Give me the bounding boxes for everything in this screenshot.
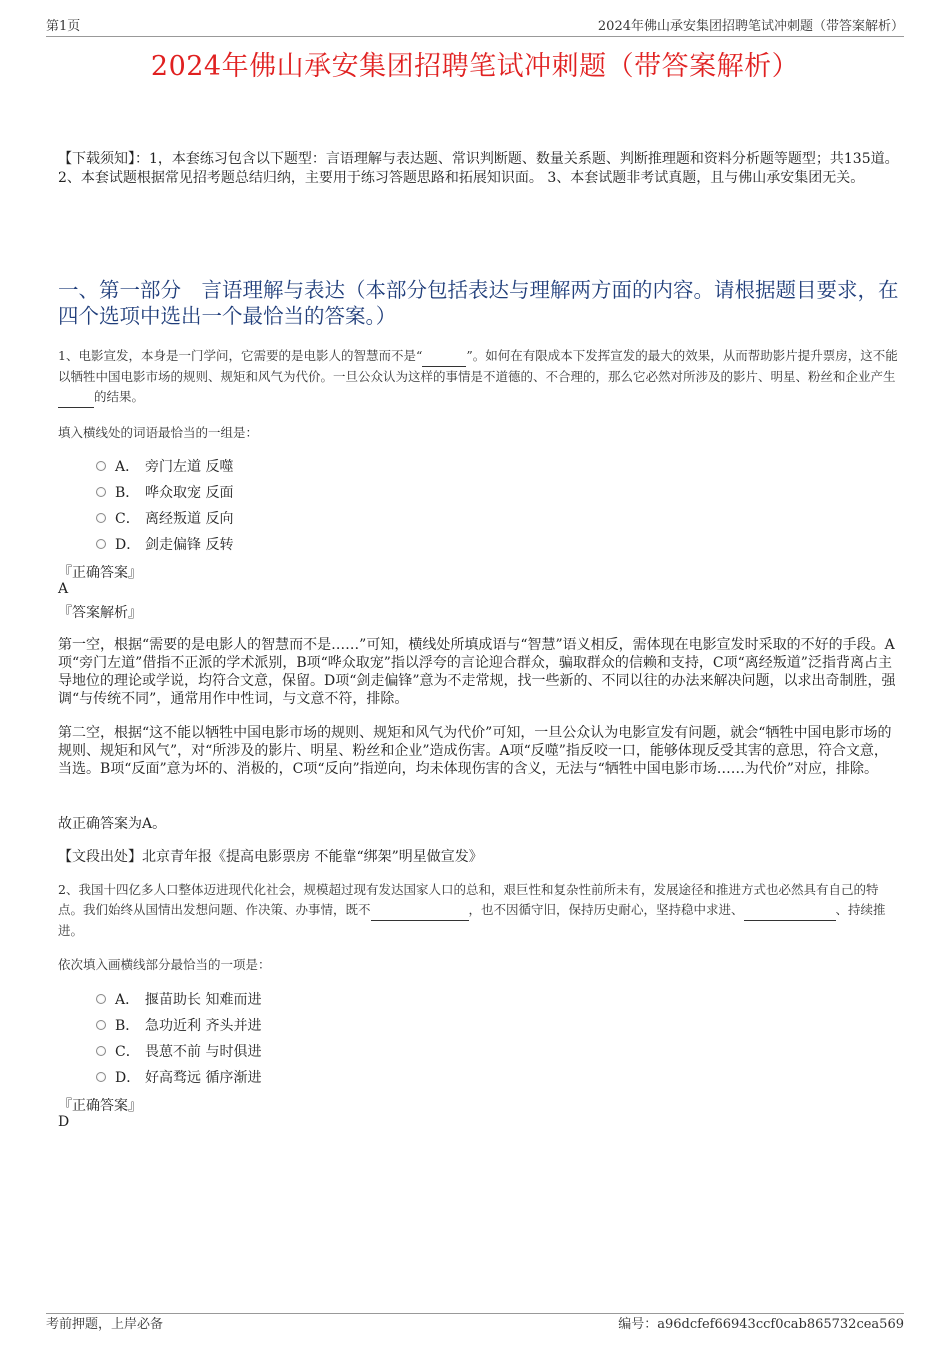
question-1-stem <box>58 346 900 408</box>
q2-option-b[interactable]: B． 急功近利 齐头并进 <box>96 1012 261 1038</box>
q1-analysis-paragraph-1: 第一空，根据“需要的是电影人的智慧而不是……”可知，横线处所填成语与“智慧”语义相反，需体现在电影宣发时采取的不好的手段。A项“旁门左道”借指不正派的学术派别，B项“哗众取宠”指以浮夸的言论迎合群众，骗取群众的信赖和支持，C项“离经叛道”泛指背离占主导地位的理论或学说，均符合文意，保留。D项“剑走偏锋”意为不走常规，找一些新的、不同以往的办法来解决问题，以求出奇制胜，强调“与传统不同”，通常用作中性词，与文意不符，排除。 <box>58 637 896 707</box>
q2-stem-part-a: 2、我国十四亿多人口整体迈进现代化社会，规模超过现有发达国家人口的总和，艰巨性和复杂性前所未有，发展途径和推进方式也必然具有自己的特点。我们始终从国情出发想问题、作决策、办事情，既不 <box>58 882 879 917</box>
q1-conclusion: 故正确答案为A。 <box>58 816 167 832</box>
radio-icon[interactable] <box>96 513 106 523</box>
q2-answer-label: 『正确答案』 <box>58 1098 142 1114</box>
q1-prompt: 填入横线处的词语最恰当的一组是： <box>58 425 259 440</box>
radio-icon[interactable] <box>96 1020 106 1030</box>
q1-source: 【文段出处】北京青年报《提高电影票房 不能靠“绑架”明星做宣发》 <box>58 849 483 865</box>
radio-icon[interactable] <box>96 1046 106 1056</box>
radio-icon[interactable] <box>96 539 106 549</box>
question-2-stem <box>58 880 900 941</box>
q1-stem-part-b: ”。如何在有限成本下发挥宣发的最大的效果，从而帮助影片提升票房，这不能以牺牲中国电影市场的规则、规矩和风气为代价。一旦公众认为这样的事情是不道德的、不合理的，那么它必然对所涉及的影片、明星、粉丝和企业产生 <box>58 348 898 384</box>
q1-blank-2 <box>58 387 94 408</box>
q2-prompt: 依次填入画横线部分最恰当的一项是： <box>58 957 271 972</box>
q1-option-d[interactable]: D． 剑走偏锋 反转 <box>96 531 233 557</box>
q1-option-a[interactable]: A． 旁门左道 反噬 <box>96 453 233 479</box>
header-doc-title: 2024年佛山承安集团招聘笔试冲刺题（带答案解析） <box>597 19 904 34</box>
page-number: 第1页 <box>46 19 81 34</box>
q1-blank-1 <box>422 346 466 367</box>
footer-doc-id: 编号：a96dcfef66943ccf0cab865732cea569 <box>618 1317 904 1332</box>
q1-stem-part-a: 1、电影宣发，本身是一门学问，它需要的是电影人的智慧而不是“ <box>58 348 423 363</box>
q1-option-b[interactable]: B． 哗众取宠 反面 <box>96 479 233 505</box>
q1-options <box>96 453 233 557</box>
download-notice: 【下载须知】：1，本套练习包含以下题型：言语理解与表达题、常识判断题、数量关系题、判断推理题和资料分析题等题型；共135道。 2、本套试题根据常见招考题总结归纳，主要用于练习答题思路和拓展知识面。 3、本套试题非考试真题，且与佛山承安集团无关。 <box>58 151 899 186</box>
footer-slogan: 考前押题，上岸必备 <box>46 1317 164 1332</box>
radio-icon[interactable] <box>96 461 106 471</box>
radio-icon[interactable] <box>96 1072 106 1082</box>
section-title: 一、第一部分 言语理解与表达（本部分包括表达与理解两方面的内容。请根据题目要求，在四个选项中选出一个最恰当的答案。） <box>58 278 899 328</box>
radio-icon[interactable] <box>96 487 106 497</box>
q1-analysis-label: 『答案解析』 <box>58 605 142 621</box>
q2-options <box>96 986 261 1090</box>
q2-option-a[interactable]: A． 揠苗助长 知难而进 <box>96 986 261 1012</box>
q2-option-c[interactable]: C． 畏葸不前 与时俱进 <box>96 1038 261 1064</box>
q2-stem-part-b: ，也不因循守旧，保持历史耐心，坚持稳中求进、 <box>468 902 744 917</box>
q2-option-d[interactable]: D． 好高骛远 循序渐进 <box>96 1064 261 1090</box>
radio-icon[interactable] <box>96 994 106 1004</box>
q1-analysis-paragraph-2: 第二空，根据“这不能以牺牲中国电影市场的规则、规矩和风气为代价”可知，一旦公众认为电影宣发有问题，就会“牺牲中国电影市场的规则、规矩和风气”，对“所涉及的影片、明星、粉丝和企业”造成伤害。A项“反噬”指反咬一口，能够体现反受其害的意思，符合文意，当选。B项“反面”意为坏的、消极的，C项“反向”指逆向，均未体现伤害的含义，无法与“牺牲中国电影市场……为代价”对应，排除。 <box>58 725 892 777</box>
page-title: 2024年佛山承安集团招聘笔试冲刺题（带答案解析） <box>150 51 800 82</box>
q2-stem-part-c: 、持续推进。 <box>58 902 886 938</box>
q1-answer-label: 『正确答案』 <box>58 565 142 581</box>
q2-blank-2 <box>744 900 836 921</box>
q1-option-c[interactable]: C． 离经叛道 反向 <box>96 505 233 531</box>
q2-blank-1 <box>371 900 469 921</box>
page-header <box>46 14 904 37</box>
page-footer <box>46 1313 904 1332</box>
q2-answer: D <box>58 1114 70 1130</box>
q1-stem-part-c: 的结果。 <box>94 389 145 404</box>
q1-answer: A <box>58 581 69 597</box>
